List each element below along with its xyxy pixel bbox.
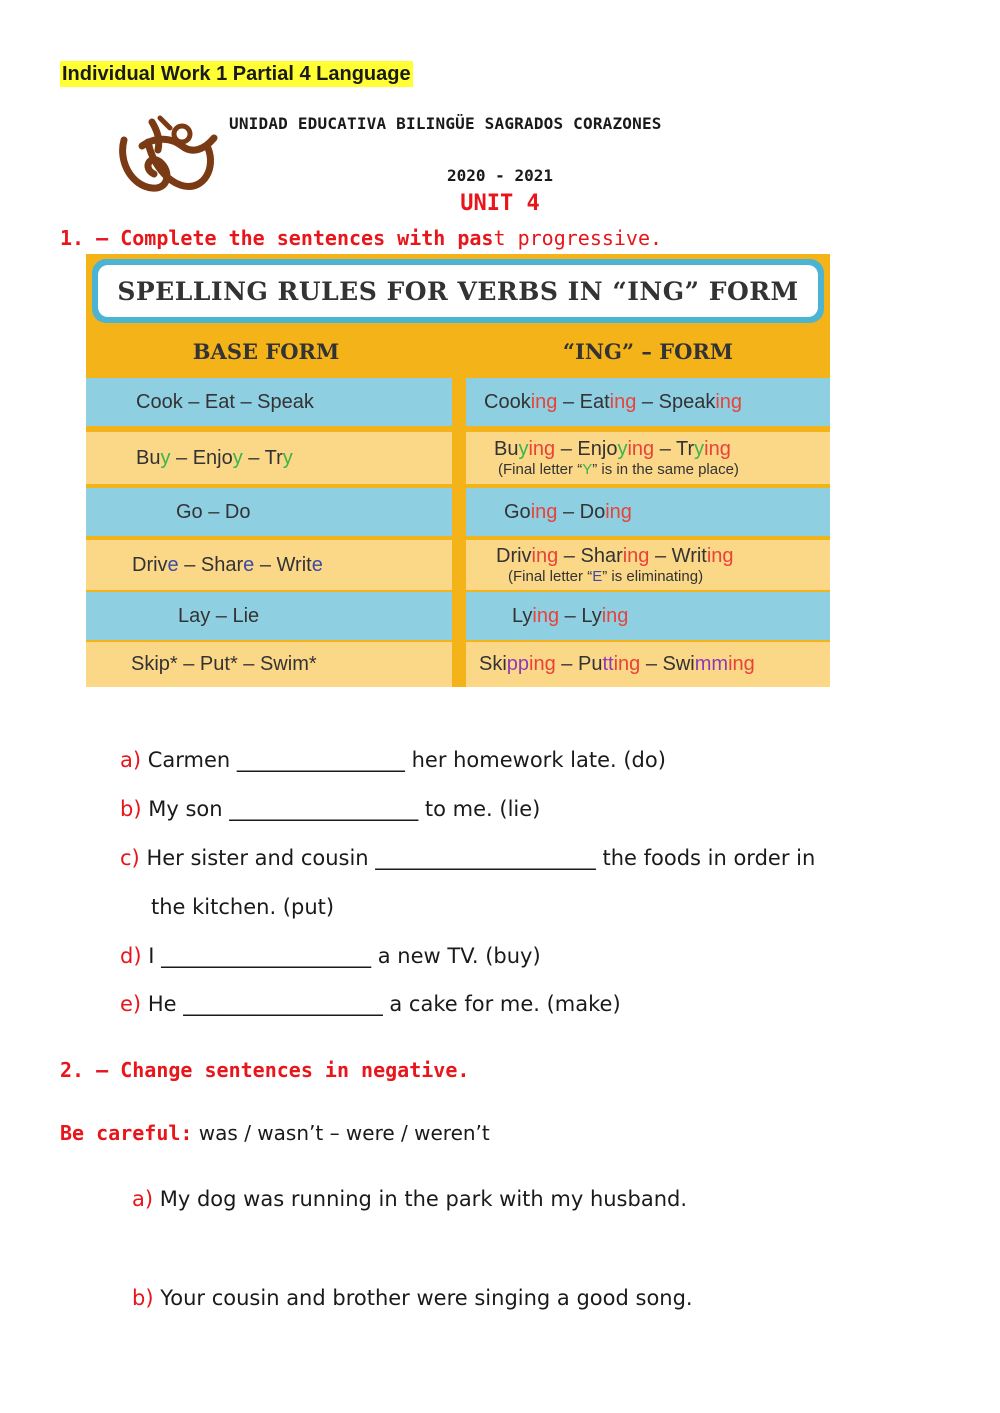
- unit-title: UNIT 4: [460, 191, 540, 216]
- school-year: 2020 - 2021: [447, 166, 553, 185]
- exercise-1d-text: I ____________________ a new TV. (buy): [148, 944, 541, 968]
- ing-row-4-text: Driving – Sharing – Writing: [496, 545, 734, 567]
- ing-row-6-text: Skipping – Putting – Swimming: [479, 653, 755, 675]
- instruction-1-bold: 1. – Complete the sentences with pas: [60, 226, 494, 250]
- base-row-4: [86, 540, 452, 590]
- exercise-1b[interactable]: [120, 797, 540, 821]
- table-title-banner: [92, 259, 824, 323]
- exercise-1a[interactable]: [120, 748, 666, 772]
- spelling-rules-table: [86, 254, 830, 687]
- ing-row-1-text: Cooking – Eating – Speaking: [484, 390, 743, 413]
- exercise-1e-letter: e): [120, 992, 142, 1016]
- careful-label: Be careful:: [60, 1121, 193, 1145]
- table-title: SPELLING RULES FOR VERBS IN “ING” FORM: [98, 265, 818, 317]
- ing-row-2-note: (Final letter “Y” is in the same place): [498, 461, 739, 478]
- exercise-2b[interactable]: [132, 1286, 693, 1310]
- ing-row-4: [466, 540, 830, 590]
- exercise-1d-letter: d): [120, 944, 142, 968]
- exercise-1a-letter: a): [120, 748, 142, 772]
- base-row-6: Skip* – Put* – Swim*: [86, 642, 452, 687]
- ing-row-5-text: Lying – Lying: [512, 604, 629, 627]
- instruction-1: [60, 226, 662, 250]
- exercise-2a-letter: a): [132, 1187, 154, 1211]
- base-row-4-text: Drive – Share – Write: [132, 553, 323, 576]
- ing-row-1: [466, 378, 830, 426]
- exercise-1c-letter: c): [120, 846, 140, 870]
- base-row-2-text: Buy – Enjoy – Try: [136, 446, 293, 469]
- exercise-1b-letter: b): [120, 797, 142, 821]
- instruction-1-rest: t progressive.: [493, 226, 663, 250]
- column-divider: [452, 378, 466, 687]
- careful-note: [60, 1121, 490, 1145]
- ing-row-3: [466, 488, 830, 536]
- base-row-5: Lay – Lie: [86, 592, 452, 640]
- ing-row-6: [466, 642, 830, 687]
- exercise-1c-text: Her sister and cousin _____________________ the foods in order in: [146, 846, 816, 870]
- column-header-base: BASE FORM: [192, 338, 340, 364]
- instruction-2: 2. – Change sentences in negative.: [60, 1058, 470, 1082]
- exercise-2a-text: My dog was running in the park with my husband.: [159, 1187, 688, 1211]
- school-name: UNIDAD EDUCATIVA BILINGÜE SAGRADOS CORAZONES: [229, 114, 662, 133]
- base-row-2: [86, 432, 452, 484]
- ing-row-3-text: Going – Doing: [504, 500, 632, 523]
- exercise-1c-continued: the kitchen. (put): [151, 895, 335, 919]
- exercise-1d[interactable]: [120, 944, 541, 968]
- exercise-2a[interactable]: [132, 1187, 687, 1211]
- base-row-3: Go – Do: [86, 488, 452, 536]
- exercise-1a-text: Carmen ________________ her homework late. (do): [147, 748, 666, 772]
- exercise-1b-text: My son __________________ to me. (lie): [148, 797, 541, 821]
- exercise-1c[interactable]: [120, 846, 815, 870]
- ing-row-2: [466, 432, 830, 484]
- ing-row-5: [466, 592, 830, 640]
- careful-text: was / wasn’t – were / weren’t: [192, 1121, 490, 1145]
- base-row-1: Cook – Eat – Speak: [86, 378, 452, 426]
- exercise-2b-text: Your cousin and brother were singing a good song.: [160, 1286, 693, 1310]
- exercise-1e[interactable]: [120, 992, 621, 1016]
- ing-row-4-note: (Final letter “E” is eliminating): [508, 568, 704, 585]
- column-header-ing: “ING” – FORM: [562, 338, 734, 364]
- worksheet-title: Individual Work 1 Partial 4 Language: [62, 63, 411, 85]
- ing-row-2-text: Buying – Enjoying – Trying: [494, 438, 731, 460]
- exercise-2b-letter: b): [132, 1286, 154, 1310]
- exercise-1e-text: He ___________________ a cake for me. (make): [147, 992, 621, 1016]
